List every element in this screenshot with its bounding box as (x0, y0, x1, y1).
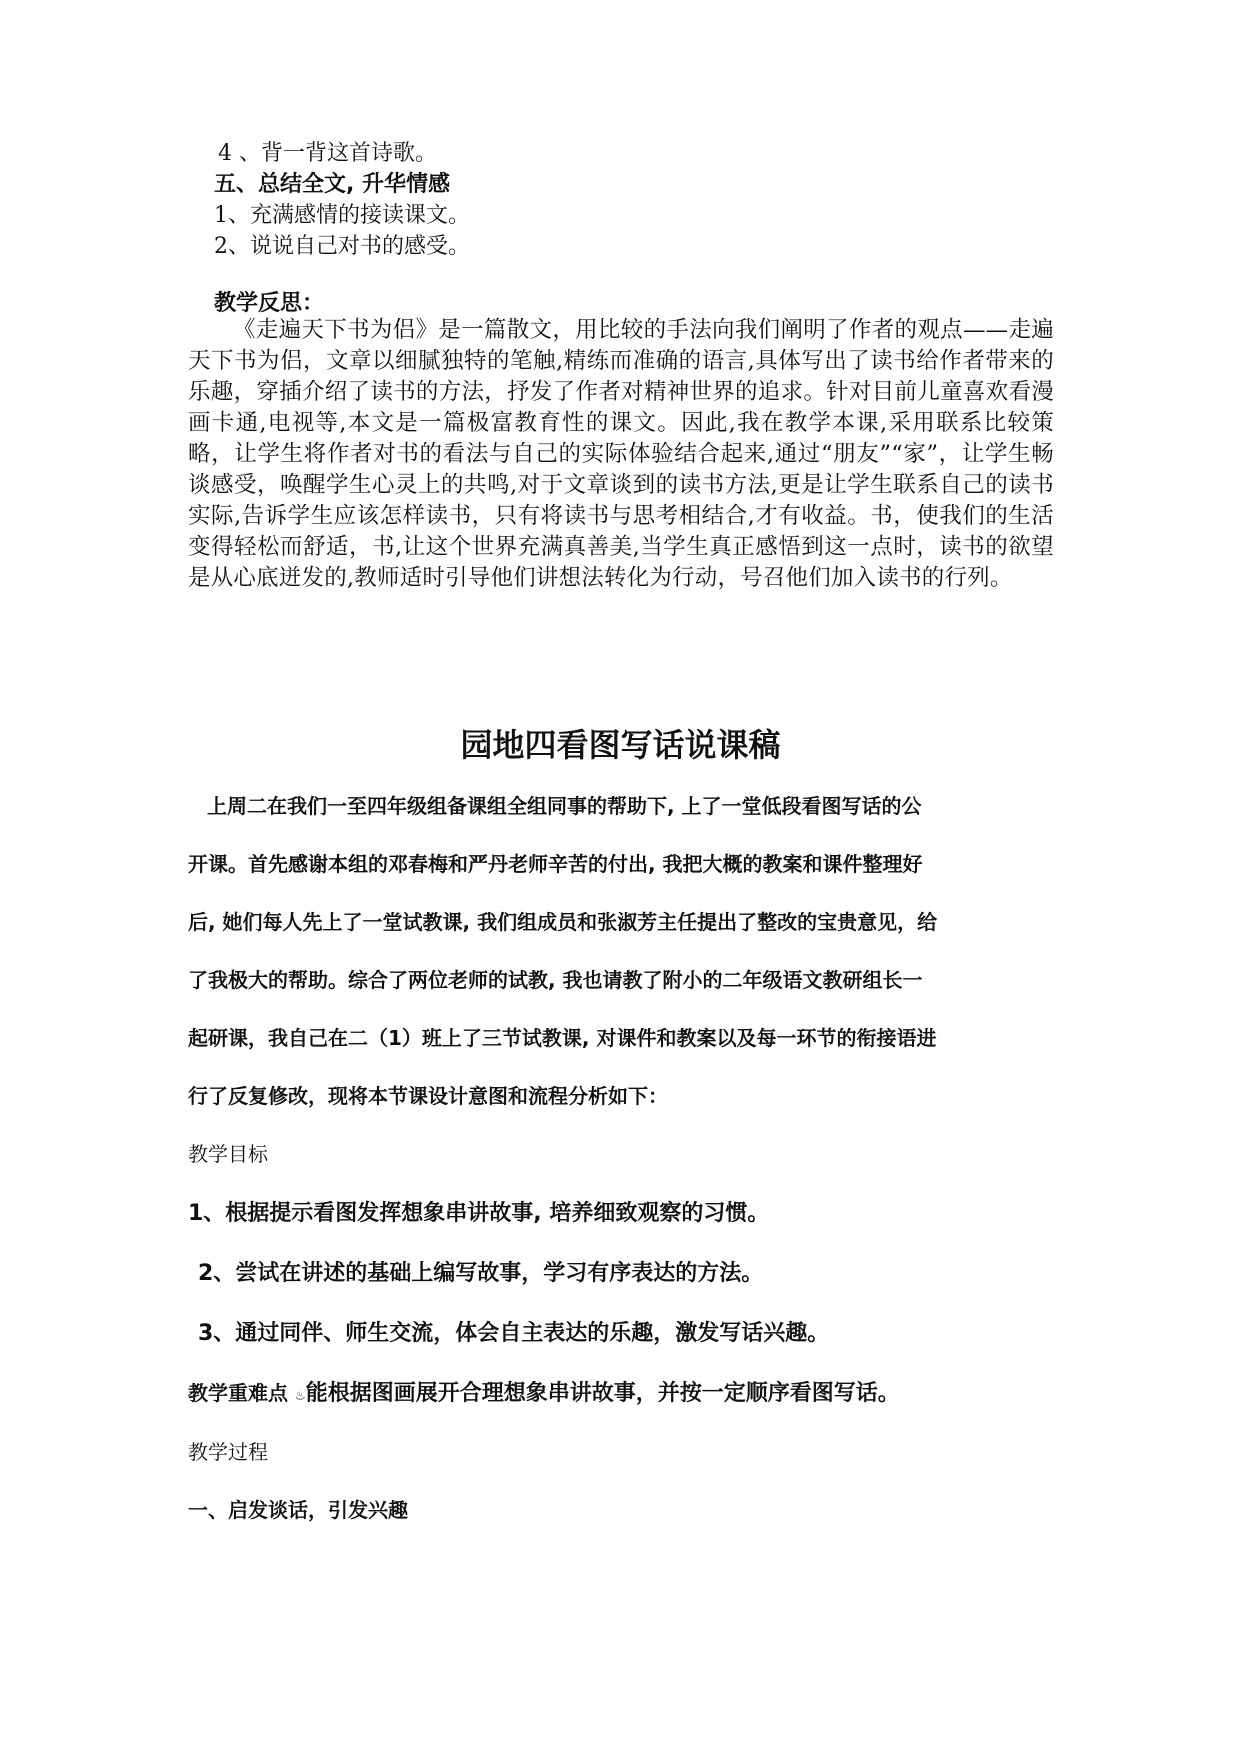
process-step-1: 一、启发谈话，引发兴趣 (188, 1498, 408, 1522)
intro-line-5: 起研课，我自己在二（1）班上了三节试教课, 对课件和教案以及每一环节的衔接语进 (188, 1026, 937, 1050)
reflection-heading: 教学反思： (214, 291, 325, 316)
goal-3: 3、通过同伴、师生交流，体会自主表达的乐趣，激发写话兴趣。 (198, 1321, 830, 1346)
key-points-label: 教学重难点 (188, 1381, 295, 1405)
intro-line-6: 行了反复修改，现将本节课设计意图和流程分析如下： (188, 1084, 668, 1108)
key-points-mark: ♨ (294, 1388, 306, 1403)
process-heading: 教学过程 (188, 1440, 268, 1464)
goals-heading: 教学目标 (188, 1142, 268, 1166)
key-points-line (188, 1376, 900, 1407)
item-5-1: 1、充满感情的接读课文。 (214, 203, 470, 228)
goal-2: 2、尝试在讲述的基础上编写故事，学习有序表达的方法。 (198, 1261, 764, 1286)
reflection-paragraph: 《走遍天下书为侣》是一篇散文，用比较的手法向我们阐明了作者的观点——走遍天下书为侣，文章以细腻独特的笔触,精练而准确的语言,具体写出了读书给作者带来的乐趣，穿插介绍了读书的方法，抒发了作者对精神世界的追求。针对目前儿童喜欢看漫画卡通,电视等,本文是一篇极富教育性的课文。因此,我在教学本课,采用联系比较策略，让学生将作者对书的看法与自己的实际体验结合起来,通过“朋友”“家”，让学生畅谈感受，唤醒学生心灵上的共鸣,对于文章谈到的读书方法,更是让学生联系自己的读书实际,告诉学生应该怎样读书，只有将读书与思考相结合,才有收益。书，使我们的生活变得轻松而舒适，书,让这个世界充满真善美,当学生真正感悟到这一点时，读书的欲望是从心底迸发的,教师适时引导他们讲想法转化为行动，号召他们加入读书的行列。 (188, 317, 1054, 591)
key-points-text: 能根据图画展开合理想象串讲故事，并按一定顺序看图写话。 (305, 1381, 900, 1406)
heading-5: 五、总结全文, 升华情感 (214, 172, 451, 197)
intro-line-1: 上周二在我们一至四年级组备课组全组同事的帮助下, 上了一堂低段看图写话的公 (207, 794, 922, 818)
intro-line-2: 开课。首先感谢本组的邓春梅和严丹老师辛苦的付出, 我把大概的教案和课件整理好 (188, 852, 923, 876)
goal-1: 1、根据提示看图发挥想象串讲故事, 培养细致观察的习惯。 (188, 1201, 770, 1226)
intro-line-4: 了我极大的帮助。综合了两位老师的试教, 我也请教了附小的二年级语文教研组长一 (188, 968, 923, 992)
page-title: 园地四看图写话说课稿 (460, 726, 781, 764)
item-5-2: 2、说说自己对书的感受。 (214, 234, 470, 259)
intro-line-3: 后, 她们每人先上了一堂试教课, 我们组成员和张淑芳主任提出了整改的宝贵意见，给 (188, 910, 938, 934)
item-4: 4 、背一背这首诗歌。 (218, 141, 437, 166)
